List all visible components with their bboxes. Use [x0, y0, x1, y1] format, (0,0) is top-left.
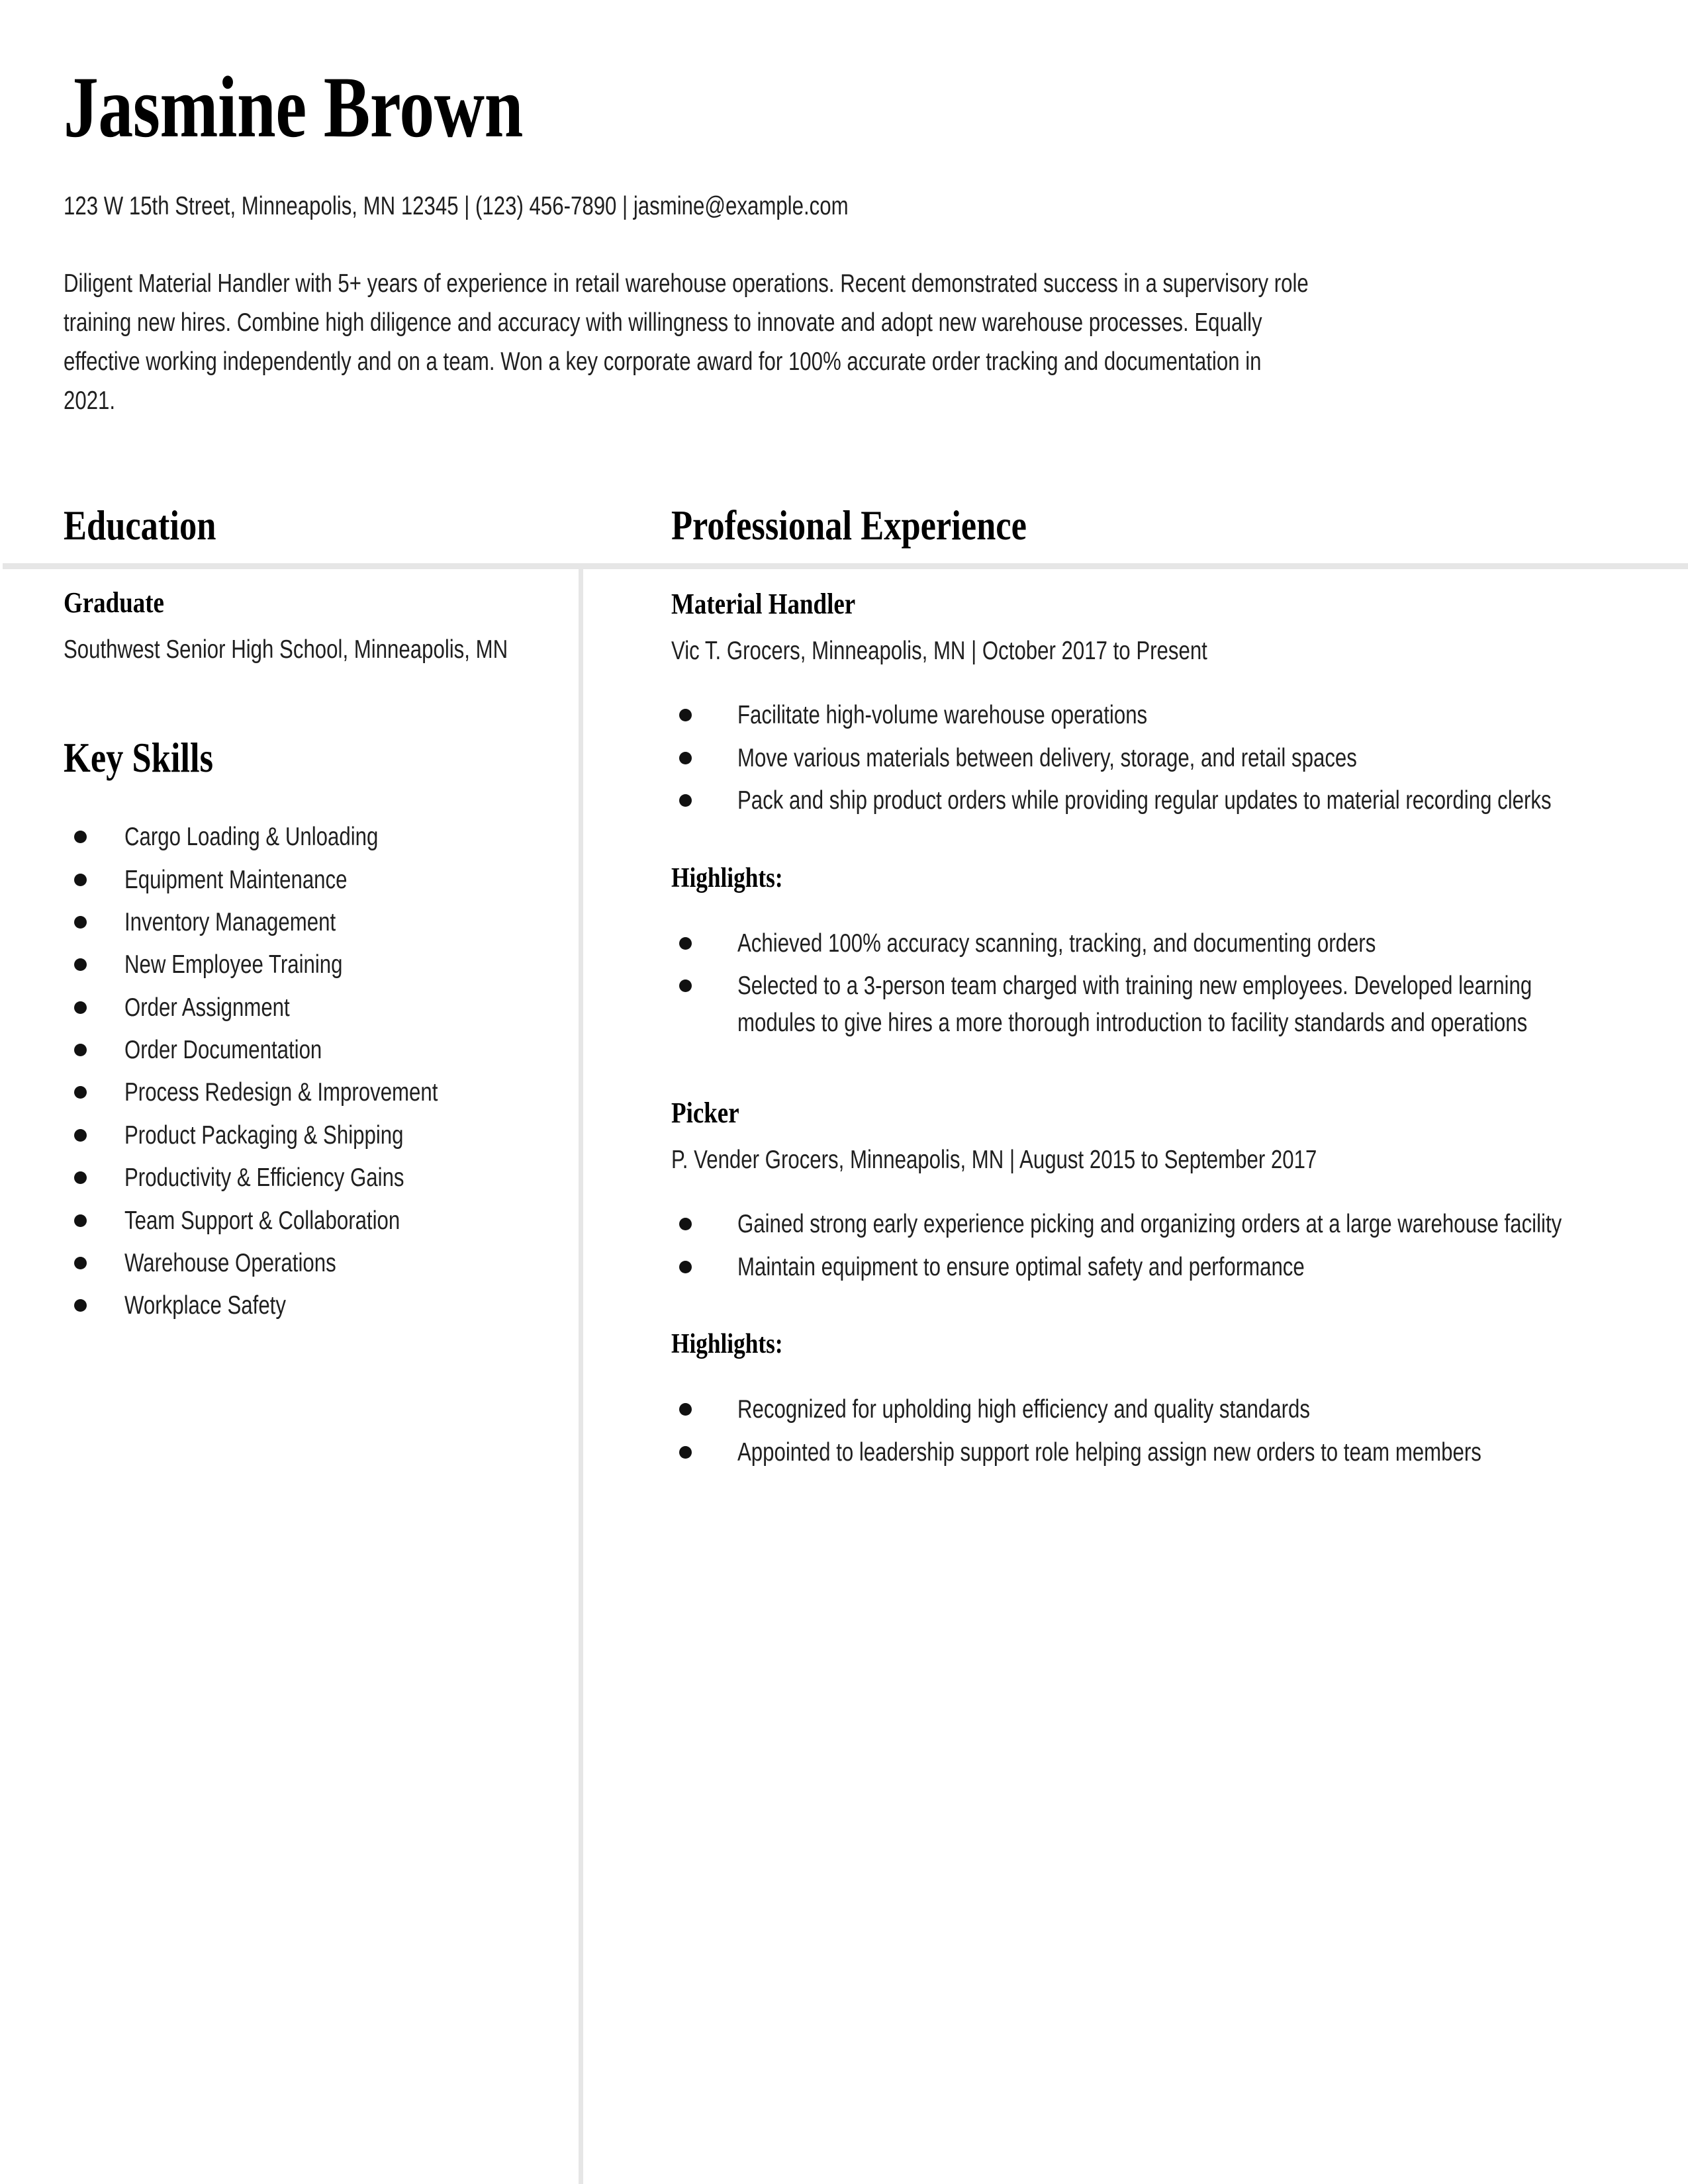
bullet-icon	[679, 1403, 692, 1416]
list-item	[64, 946, 539, 983]
bullet-icon	[679, 1261, 692, 1273]
list-item	[671, 1434, 1615, 1471]
skill-label: Equipment Maintenance	[124, 865, 348, 894]
professional-summary: Diligent Material Handler with 5+ years of experience in retail warehouse operations. Recent demonstrated success in a supervisory role training new hires. Combine high diligence and accuracy with willingness to innovate and adopt new warehouse processes. Equally effective working independently and on a team. Won a key corporate award for 100% accurate order tracking and documentation in 2021.	[64, 269, 1309, 416]
list-item	[671, 740, 1615, 776]
list-item	[64, 862, 539, 898]
job-title: Picker	[671, 1097, 739, 1130]
skill-label: Process Redesign & Improvement	[124, 1078, 438, 1107]
job-duties-list	[671, 1206, 1615, 1285]
bullet-icon	[74, 1086, 87, 1099]
job-title: Material Handler	[671, 588, 856, 621]
spacer	[671, 1178, 1615, 1206]
list-item	[671, 1249, 1615, 1285]
education-heading: Education	[64, 501, 216, 549]
list-item	[64, 989, 539, 1026]
list-item	[64, 1032, 539, 1068]
key-skills-heading: Key Skills	[64, 734, 214, 782]
experience-entry	[671, 1096, 1615, 1471]
list-item	[64, 904, 539, 940]
skill-label: Productivity & Efficiency Gains	[124, 1163, 404, 1193]
highlight-text: Recognized for upholding high efficiency and quality standards	[737, 1395, 1310, 1424]
list-item	[64, 1160, 539, 1196]
list-item	[64, 1245, 539, 1281]
bullet-icon	[74, 1257, 87, 1269]
bullet-icon	[74, 958, 87, 971]
duty-text: Move various materials between delivery, storage, and retail spaces	[737, 743, 1357, 772]
highlight-text: Selected to a 3-person team charged with training new employees. Developed learning modules to give hires a more thorough introduction to facility standards and operations	[737, 972, 1532, 1037]
bullet-icon	[74, 1171, 87, 1184]
education-degree: Graduate	[64, 586, 164, 619]
bullet-icon	[679, 1446, 692, 1459]
list-item	[64, 1074, 539, 1111]
skill-label: Order Documentation	[124, 1036, 322, 1064]
duty-text: Facilitate high-volume warehouse operations	[737, 701, 1148, 730]
candidate-name: Jasmine Brown	[64, 58, 523, 156]
bullet-icon	[679, 937, 692, 950]
job-highlights-list	[671, 1391, 1615, 1471]
highlight-text: Appointed to leadership support role helping assign new orders to team members	[737, 1437, 1481, 1467]
list-item	[64, 819, 539, 855]
list-item	[671, 782, 1615, 819]
skill-label: Cargo Loading & Unloading	[124, 823, 379, 852]
list-item	[671, 925, 1615, 962]
spacer	[64, 685, 539, 734]
right-column	[579, 454, 1688, 1477]
education-school: Southwest Senior High School, Minneapolis, MN	[64, 635, 508, 664]
bullet-icon	[679, 794, 692, 807]
bullet-icon	[679, 709, 692, 721]
highlights-label: Highlights:	[671, 862, 783, 893]
experience-entry	[671, 587, 1615, 1041]
skill-label: Inventory Management	[124, 907, 336, 936]
duty-text: Maintain equipment to ensure optimal safety and performance	[737, 1252, 1305, 1281]
bullet-icon	[74, 1129, 87, 1142]
job-meta: P. Vender Grocers, Minneapolis, MN | August 2015 to September 2017	[671, 1145, 1317, 1174]
left-column	[0, 454, 579, 1330]
skill-label: Workplace Safety	[124, 1291, 286, 1320]
list-item	[64, 1117, 539, 1154]
list-item	[64, 1203, 539, 1239]
key-skills-list	[64, 819, 539, 1324]
job-meta: Vic T. Grocers, Minneapolis, MN | October 2017 to Present	[671, 637, 1207, 666]
bullet-icon	[74, 1299, 87, 1312]
skill-label: Warehouse Operations	[124, 1248, 336, 1277]
skill-label: Product Packaging & Shipping	[124, 1120, 404, 1150]
duty-text: Pack and ship product orders while providing regular updates to material recording clerks	[737, 786, 1552, 815]
bullet-icon	[74, 916, 87, 929]
bullet-icon	[74, 1001, 87, 1014]
list-item	[671, 968, 1615, 1041]
bullet-icon	[74, 874, 87, 886]
bullet-icon	[74, 831, 87, 843]
resume-body	[0, 421, 1688, 1477]
spacer	[671, 669, 1615, 697]
list-item	[671, 697, 1615, 733]
bullet-icon	[679, 752, 692, 764]
job-highlights-list	[671, 925, 1615, 1041]
skill-label: Order Assignment	[124, 993, 290, 1022]
resume-header	[0, 0, 1688, 421]
duty-text: Gained strong early experience picking and organizing orders at a large warehouse facility	[737, 1210, 1562, 1239]
bullet-icon	[74, 1214, 87, 1227]
list-item	[671, 1391, 1615, 1428]
experience-heading: Professional Experience	[671, 501, 1027, 549]
contact-line: 123 W 15th Street, Minneapolis, MN 12345 | (123) 456-7890 | jasmine@example.com	[64, 191, 849, 220]
education-entry	[64, 586, 539, 668]
list-item	[671, 1206, 1615, 1242]
spacer	[671, 1047, 1615, 1096]
bullet-icon	[679, 979, 692, 992]
skill-label: Team Support & Collaboration	[124, 1206, 400, 1235]
bullet-icon	[74, 1044, 87, 1056]
bullet-icon	[679, 1218, 692, 1230]
job-duties-list	[671, 697, 1615, 819]
list-item	[64, 1287, 539, 1324]
skill-label: New Employee Training	[124, 950, 343, 979]
highlights-label: Highlights:	[671, 1329, 783, 1360]
highlight-text: Achieved 100% accuracy scanning, tracking, and documenting orders	[737, 929, 1376, 958]
